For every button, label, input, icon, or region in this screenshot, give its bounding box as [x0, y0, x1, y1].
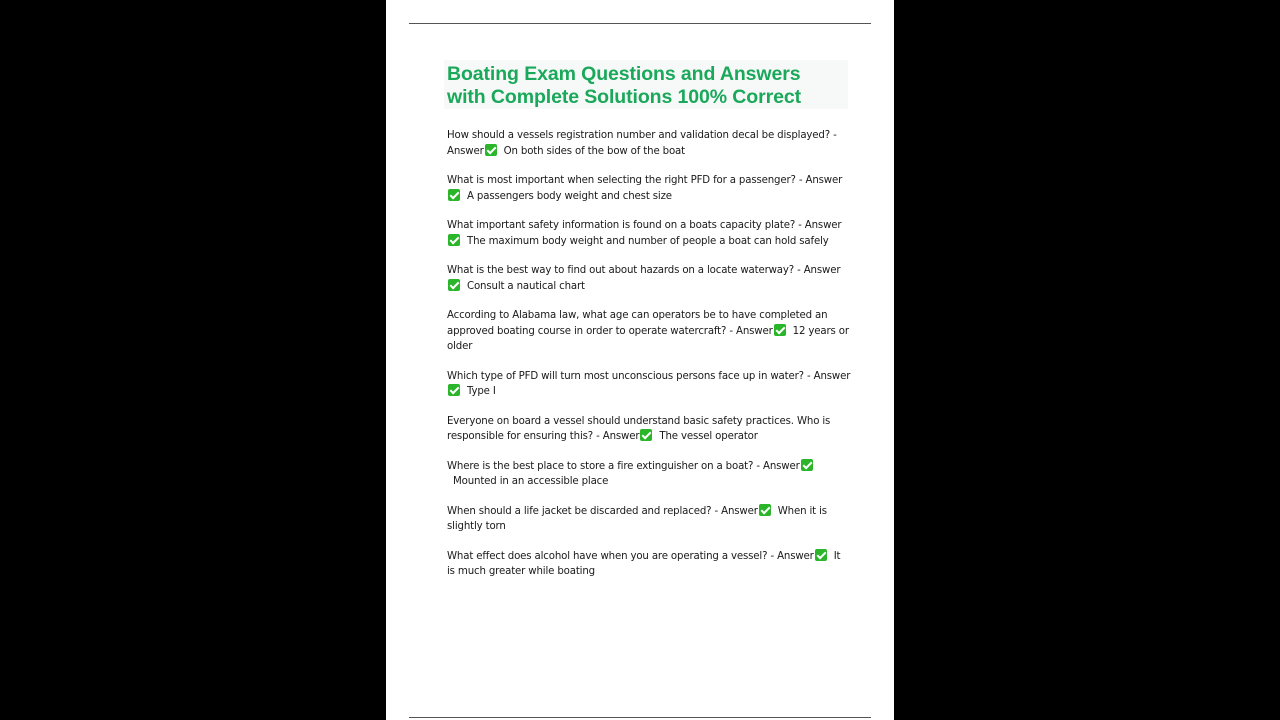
- check-mark-icon: [448, 279, 460, 291]
- answer-text: A passengers body weight and chest size: [467, 190, 672, 202]
- question-text: What effect does alcohol have when you are operating a vessel? -: [447, 550, 774, 562]
- check-mark-icon: [448, 234, 460, 246]
- answer-text: On both sides of the bow of the boat: [503, 145, 685, 157]
- answer-label: Answer: [803, 265, 841, 276]
- answer-label: Answer: [805, 175, 843, 186]
- answer-label: Answer: [736, 325, 773, 337]
- question-text: Where is the best place to store a fire extinguisher on a boat? -: [447, 460, 760, 472]
- check-mark-icon: [448, 384, 460, 396]
- qa-list: [447, 128, 851, 594]
- top-divider: [409, 23, 871, 24]
- qa-item: [447, 414, 851, 445]
- qa-item: [447, 263, 851, 294]
- answer-text: Consult a nautical chart: [467, 280, 585, 292]
- answer-text: The vessel operator: [659, 431, 758, 442]
- answer-label: Answer: [447, 145, 484, 157]
- answer-label: Answer: [813, 370, 851, 382]
- question-text: How should a vessels registration number and validation decal be displayed? -: [447, 130, 837, 141]
- answer-label: Answer: [721, 505, 758, 517]
- title-line-1: Boating Exam Questions and Answers: [447, 63, 801, 85]
- qa-item: [447, 459, 851, 490]
- check-mark-icon: [640, 429, 652, 441]
- check-mark-icon: [774, 324, 786, 336]
- document-title: [447, 63, 848, 109]
- answer-text: 12 years or older: [447, 325, 849, 352]
- question-text: What is the best way to find out about hazards on a locate waterway? -: [447, 265, 801, 276]
- answer-label: Answer: [804, 220, 842, 231]
- question-text: What important safety information is found on a boats capacity plate? -: [447, 220, 802, 231]
- check-mark-icon: [801, 459, 813, 471]
- check-mark-icon: [448, 189, 460, 201]
- qa-item: [447, 218, 851, 249]
- qa-item: [447, 369, 851, 400]
- question-text: Everyone on board a vessel should understand basic safety practices. Who is responsible for ensuring this? -: [447, 415, 831, 442]
- qa-item: [447, 173, 851, 204]
- answer-label: Answer: [602, 431, 640, 442]
- bottom-divider: [409, 717, 871, 718]
- check-mark-icon: [485, 144, 497, 156]
- check-mark-icon: [759, 504, 771, 516]
- qa-item: [447, 549, 851, 580]
- check-mark-icon: [815, 549, 827, 561]
- question-text: What is most important when selecting the right PFD for a passenger? -: [447, 175, 803, 186]
- title-block: [444, 60, 848, 109]
- answer-text: Type I: [467, 386, 496, 397]
- qa-item: [447, 128, 851, 159]
- answer-text: The maximum body weight and number of people a boat can hold safely: [467, 235, 829, 247]
- question-text: According to Alabama law, what age can operators be to have completed an approved boating course in order to operate watercraft? -: [447, 310, 828, 337]
- question-text: When should a life jacket be discarded and replaced? -: [447, 505, 719, 517]
- question-text: Which type of PFD will turn most unconscious persons face up in water? -: [447, 370, 811, 382]
- qa-item: [447, 308, 851, 355]
- document-page: [386, 0, 894, 720]
- answer-label: Answer: [777, 550, 814, 562]
- answer-text: It is much greater while boating: [447, 550, 841, 577]
- answer-text: Mounted in an accessible place: [453, 476, 609, 487]
- answer-text: When it is slightly torn: [447, 505, 827, 532]
- qa-item: [447, 504, 851, 535]
- title-line-2: with Complete Solutions 100% Correct: [447, 86, 801, 108]
- answer-label: Answer: [763, 460, 800, 472]
